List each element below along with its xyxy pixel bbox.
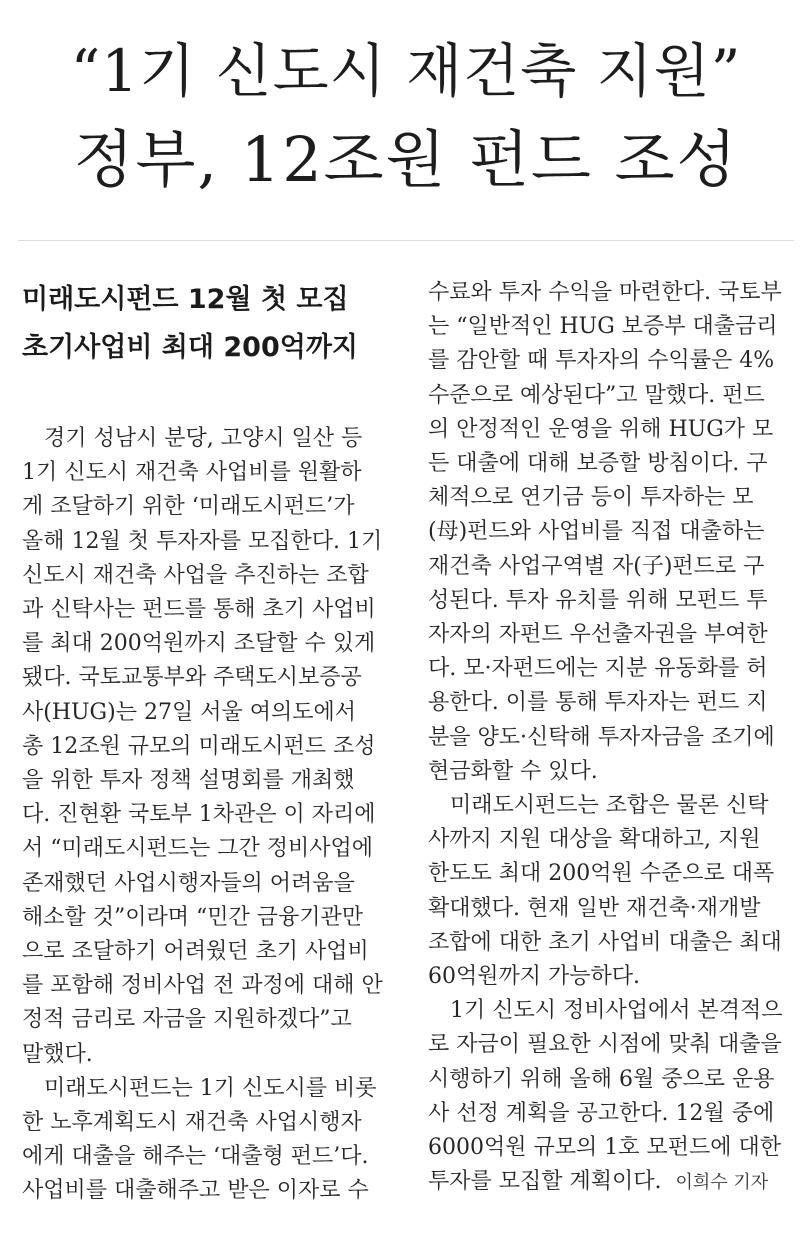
body-line: 사업비를 대출해주고 받은 이자로 수: [22, 1178, 369, 1204]
body-line: 으로 조달하기 어려웠던 초기 사업비: [22, 939, 369, 965]
body-line: 로 자금이 필요한 시점에 맞춰 대출을: [428, 1032, 782, 1058]
body-line: 서 “미래도시펀드는 그간 정비사업에: [22, 836, 374, 862]
body-line: 를 포함해 정비사업 전 과정에 대해 안: [22, 973, 383, 999]
body-line: 총 12조원 규모의 미래도시펀드 조성: [22, 733, 376, 759]
subheadline-gap: [22, 372, 390, 422]
right-column: [428, 276, 796, 1200]
body-line: 말했다.: [22, 1041, 93, 1067]
subheadline-line-2: 초기사업비 최대 200억까지: [22, 332, 358, 363]
body-line: 든 대출에 대해 보증할 방침이다. 구: [428, 451, 768, 477]
body-line: 사까지 지원 대상을 확대하고, 지원: [428, 827, 761, 853]
body-line: 체적으로 연기금 등이 투자하는 모: [428, 485, 754, 511]
left-column: [22, 276, 390, 1209]
body-line: 해소할 것”이라며 “민간 금융기관만: [22, 904, 364, 930]
body-line: 조합에 대한 초기 사업비 대출은 최대: [428, 929, 782, 955]
body-line: 를 감안할 때 투자자의 수익률은 4%: [428, 348, 775, 374]
body-line: 1기 신도시 정비사업에서 본격적으: [450, 998, 783, 1024]
body-line-with-byline: [428, 1165, 796, 1200]
body-line: 재건축 사업구역별 자(子)펀드로 구: [428, 553, 765, 579]
body-line: 사 선정 계획을 공고한다. 12월 중에: [428, 1100, 775, 1126]
body-line: 의 안정적인 운영을 위해 HUG가 모: [428, 416, 774, 442]
body-line: 됐다. 국토교통부와 주택도시보증공: [22, 665, 362, 691]
body-line: 수료와 투자 수익을 마련한다. 국토부: [428, 280, 782, 305]
body-line: 다. 진현환 국토부 1차관은 이 자리에: [22, 802, 376, 828]
body-line: 성된다. 투자 유치를 위해 모펀드 투: [428, 587, 768, 613]
subheadline-line-1: 미래도시펀드 12월 첫 모집: [22, 284, 349, 315]
body-line: 투자를 모집할 계획이다.: [428, 1169, 662, 1195]
body-line: (母)펀드와 사업비를 직접 대출하는: [428, 519, 765, 545]
left-paragraph-2: [22, 1072, 390, 1209]
body-line: 자자의 자펀드 우선출자권을 부여한: [428, 622, 768, 648]
headline: [0, 28, 812, 206]
body-line: 를 최대 200억원까지 조달할 수 있게: [22, 631, 376, 657]
body-line: 확대했다. 현재 일반 재건축·재개발: [428, 895, 761, 921]
byline: 이희수 기자: [675, 1172, 769, 1194]
body-line: 6000억원 규모의 1호 모펀드에 대한: [428, 1135, 781, 1161]
body-line: 올해 12월 첫 투자자를 모집한다. 1기: [22, 528, 383, 554]
body-line: 는 “일반적인 HUG 보증부 대출금리: [428, 314, 778, 340]
headline-line-2: 정부, 12조원 펀드 조성: [73, 123, 739, 196]
body-line: 게 조달하기 위한 ‘미래도시펀드’가: [22, 494, 355, 520]
body-line: 경기 성남시 분당, 고양시 일산 등: [44, 426, 363, 451]
body-line: 현금화할 수 있다.: [428, 758, 598, 784]
body-line: 수준으로 예상된다”고 말했다. 펀드: [428, 382, 765, 408]
body-line: 시행하기 위해 올해 6월 중으로 운용: [428, 1066, 775, 1092]
right-paragraph-2: [428, 789, 796, 994]
headline-divider: [18, 240, 794, 241]
body-line: 한 노후계획도시 재건축 사업시행자: [22, 1110, 362, 1136]
right-paragraph-1: [428, 276, 796, 789]
body-line: 존재했던 사업시행자들의 어려움을: [22, 870, 355, 896]
body-line: 사(HUG)는 27일 서울 여의도에서: [22, 699, 356, 725]
body-line: 신도시 재건축 사업을 추진하는 조합: [22, 562, 369, 588]
body-line: 60억원까지 가능하다.: [428, 964, 640, 990]
body-line: 에게 대출을 해주는 ‘대출형 펀드’다.: [22, 1144, 369, 1170]
body-line: 미래도시펀드는 1기 신도시를 비롯: [44, 1075, 377, 1101]
body-line: 한도도 최대 200억원 수준으로 대폭: [428, 861, 775, 887]
body-line: 다. 모·자펀드에는 지분 유동화를 허: [428, 656, 768, 682]
body-line: 미래도시펀드는 조합은 물론 신탁: [450, 793, 769, 819]
body-line: 용한다. 이를 통해 투자자는 펀드 지: [428, 690, 768, 716]
left-paragraph-1: [22, 422, 390, 1072]
right-paragraph-3: [428, 994, 796, 1200]
body-line: 과 신탁사는 펀드를 통해 초기 사업비: [22, 597, 376, 623]
body-line: 1기 신도시 재건축 사업비를 원활하: [22, 460, 362, 486]
body-line: 분을 양도·신탁해 투자자금을 조기에: [428, 724, 775, 750]
headline-line-1: “1기 신도시 재건축 지원”: [70, 37, 742, 105]
body-line: 을 위한 투자 정책 설명회를 개최했: [22, 768, 355, 794]
body-line: 정적 금리로 자금을 지원하겠다”고: [22, 1007, 352, 1033]
